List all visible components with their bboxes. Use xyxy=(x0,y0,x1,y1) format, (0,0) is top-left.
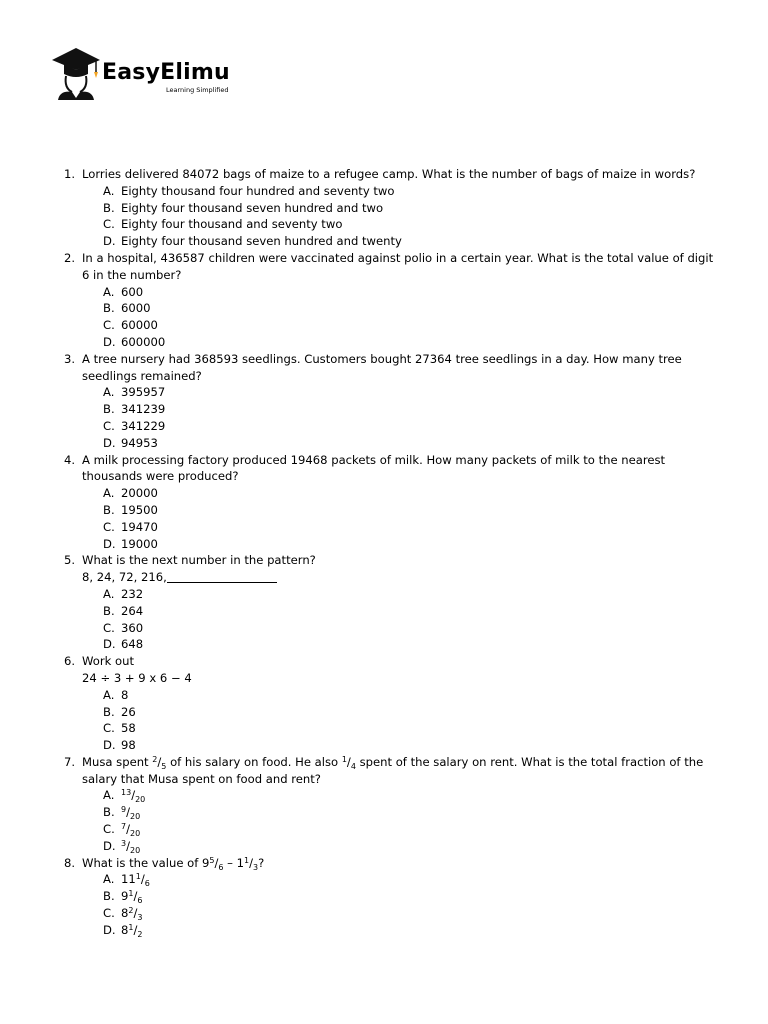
question-item xyxy=(0,653,768,754)
option-item xyxy=(0,183,768,200)
pattern-line xyxy=(0,569,768,586)
fraction-denominator: 2 xyxy=(137,929,143,939)
question-line xyxy=(0,653,768,670)
option-item xyxy=(0,905,768,922)
option-item xyxy=(0,586,768,603)
option-letter: B. xyxy=(103,200,115,215)
option-text: $^3/_{20}$ xyxy=(121,838,141,855)
option-letter: B. xyxy=(103,402,115,417)
fraction-numerator: 1 xyxy=(135,872,141,882)
option-text: 60000 xyxy=(121,318,158,333)
option-text: Eighty four thousand seven hundred and two xyxy=(121,200,384,215)
option-letter: A. xyxy=(103,586,115,601)
option-letter: D. xyxy=(103,234,116,249)
option-item xyxy=(0,334,768,351)
option-text: 94953 xyxy=(121,435,158,450)
option-text: $8^2/_3$ xyxy=(121,906,143,923)
option-text: 26 xyxy=(121,704,136,719)
question-line xyxy=(0,250,768,267)
option-letter: A. xyxy=(103,872,115,887)
question-text: A milk processing factory produced 19468 packets of milk. How many packets of milk to the nearest xyxy=(82,452,666,467)
option-letter: C. xyxy=(103,721,115,736)
question-number: 5. xyxy=(64,553,76,568)
fraction-denominator: 20 xyxy=(135,795,146,805)
option-item xyxy=(0,821,768,838)
option-letter: D. xyxy=(103,637,116,652)
question-number: 3. xyxy=(64,351,76,366)
fraction-numerator: 1 xyxy=(341,754,347,764)
option-text: 19470 xyxy=(121,519,158,534)
option-letter: B. xyxy=(103,889,115,904)
option-text: $^7/_{20}$ xyxy=(121,822,141,839)
fraction-denominator: 6 xyxy=(137,896,143,906)
question-text: A tree nursery had 368593 seedlings. Customers bought 27364 tree seedlings in a day. How many tree xyxy=(82,351,682,366)
option-item xyxy=(0,603,768,620)
option-letter: C. xyxy=(103,318,115,333)
option-letter: B. xyxy=(103,301,115,316)
question-text: What is the next number in the pattern? xyxy=(82,553,316,568)
fraction-numerator: 1 xyxy=(128,889,134,899)
fraction-denominator: 20 xyxy=(130,845,141,855)
question-list xyxy=(0,166,768,939)
option-item xyxy=(0,804,768,821)
question-line xyxy=(0,368,768,385)
option-text: $^9/_{20}$ xyxy=(121,805,141,822)
option-item xyxy=(0,536,768,553)
fraction-denominator: 6 xyxy=(218,862,224,872)
option-letter: B. xyxy=(103,603,115,618)
option-letter: C. xyxy=(103,519,115,534)
option-text: 19000 xyxy=(121,536,158,551)
fraction-denominator: 3 xyxy=(137,913,143,923)
fraction-numerator: 3 xyxy=(121,838,127,848)
option-item xyxy=(0,636,768,653)
question-item xyxy=(0,754,768,855)
option-text: 648 xyxy=(121,637,144,652)
fraction-numerator: 2 xyxy=(152,754,158,764)
question-line xyxy=(0,552,768,569)
question-text: What is the value of $9^5/_6 - 1^1/_3$? xyxy=(82,855,265,872)
question-item xyxy=(0,351,768,452)
option-item xyxy=(0,704,768,721)
question-line xyxy=(0,468,768,485)
option-item xyxy=(0,418,768,435)
option-text: 395957 xyxy=(121,385,166,400)
option-letter: C. xyxy=(103,822,115,837)
fraction-denominator: 3 xyxy=(253,862,259,872)
option-item xyxy=(0,687,768,704)
option-letter: D. xyxy=(103,838,116,853)
option-letter: D. xyxy=(103,334,116,349)
question-line xyxy=(0,670,768,687)
question-number: 8. xyxy=(64,855,76,870)
question-text: Work out xyxy=(82,654,135,669)
question-text: 6 in the number? xyxy=(82,267,182,282)
option-item xyxy=(0,435,768,452)
fraction-numerator: 1 xyxy=(244,855,250,865)
question-text: Musa spent $^2/_5$ of his salary on food. He also $^1/_4$ spent of the salary on rent. What is the total fraction of the xyxy=(82,754,704,771)
option-item xyxy=(0,284,768,301)
option-item xyxy=(0,720,768,737)
option-text: 600000 xyxy=(121,334,166,349)
question-text: thousands were produced? xyxy=(82,469,239,484)
graduation-cap-icon xyxy=(50,44,104,100)
question-item xyxy=(0,452,768,553)
option-text: $9^1/_6$ xyxy=(121,889,143,906)
option-item xyxy=(0,519,768,536)
fraction-numerator: 7 xyxy=(121,822,127,832)
question-line xyxy=(0,452,768,469)
question-item xyxy=(0,552,768,653)
option-letter: C. xyxy=(103,620,115,635)
option-letter: A. xyxy=(103,284,115,299)
question-number: 2. xyxy=(64,250,76,265)
option-letter: B. xyxy=(103,704,115,719)
question-text: 24 ÷ 3 + 9 x 6 − 4 xyxy=(82,670,192,685)
question-line xyxy=(0,351,768,368)
question-text: Lorries delivered 84072 bags of maize to a refugee camp. What is the number of bags of maize in words? xyxy=(82,167,696,181)
fraction-numerator: 13 xyxy=(121,788,132,798)
option-letter: B. xyxy=(103,502,115,517)
question-text: seedlings remained? xyxy=(82,368,202,383)
option-letter: D. xyxy=(103,738,116,753)
option-letter: C. xyxy=(103,418,115,433)
question-item xyxy=(0,166,768,250)
fraction-denominator: 20 xyxy=(130,812,141,822)
option-text: 232 xyxy=(121,586,144,601)
option-item xyxy=(0,233,768,250)
option-text: 58 xyxy=(121,721,136,736)
option-item xyxy=(0,737,768,754)
question-line xyxy=(0,771,768,788)
option-item xyxy=(0,871,768,888)
option-item xyxy=(0,620,768,637)
option-text: $11^1/_6$ xyxy=(121,872,150,889)
option-text: 98 xyxy=(121,738,136,753)
option-item xyxy=(0,317,768,334)
option-letter: C. xyxy=(103,217,115,232)
option-item xyxy=(0,502,768,519)
option-item xyxy=(0,200,768,217)
fraction-numerator: 1 xyxy=(128,922,134,932)
option-letter: A. xyxy=(103,788,115,803)
option-letter: A. xyxy=(103,183,115,198)
fraction-denominator: 5 xyxy=(161,761,167,771)
fraction-denominator: 20 xyxy=(130,829,141,839)
option-text: 360 xyxy=(121,620,144,635)
question-line xyxy=(0,267,768,284)
brand-tagline: Learning Simplified xyxy=(166,86,229,94)
brand-name: EasyElimu xyxy=(102,60,230,85)
fraction-numerator: 2 xyxy=(128,906,134,916)
question-item xyxy=(0,855,768,939)
question-line xyxy=(0,166,768,183)
option-letter: D. xyxy=(103,536,116,551)
easyelimu-logo xyxy=(50,44,250,100)
option-text: 6000 xyxy=(121,301,151,316)
option-item xyxy=(0,838,768,855)
option-item xyxy=(0,485,768,502)
option-text: 19500 xyxy=(121,502,158,517)
option-text: Eighty thousand four hundred and seventy two xyxy=(121,183,395,198)
option-text: 20000 xyxy=(121,486,158,501)
option-letter: A. xyxy=(103,687,115,702)
option-item xyxy=(0,888,768,905)
option-letter: A. xyxy=(103,486,115,501)
question-text: salary that Musa spent on food and rent? xyxy=(82,771,321,786)
question-item xyxy=(0,250,768,351)
option-text: 264 xyxy=(121,603,144,618)
option-text: $8^1/_2$ xyxy=(121,922,143,939)
pattern-text: 8, 24, 72, 216, xyxy=(82,569,277,586)
question-number: 1. xyxy=(64,167,76,181)
option-item xyxy=(0,300,768,317)
answer-blank xyxy=(167,570,277,583)
option-letter: D. xyxy=(103,435,116,450)
question-text: In a hospital, 436587 children were vaccinated against polio in a certain year. What is the total value of digit xyxy=(82,250,714,265)
question-number: 6. xyxy=(64,654,76,669)
option-item xyxy=(0,216,768,233)
fraction-numerator: 9 xyxy=(121,805,127,815)
option-item xyxy=(0,922,768,939)
option-text: 8 xyxy=(121,687,129,702)
question-line xyxy=(0,855,768,872)
option-item xyxy=(0,787,768,804)
fraction-denominator: 4 xyxy=(350,761,356,771)
option-text: Eighty four thousand seven hundred and twenty xyxy=(121,234,402,249)
option-letter: C. xyxy=(103,906,115,921)
option-text: 341239 xyxy=(121,402,166,417)
question-line xyxy=(0,754,768,771)
question-number: 4. xyxy=(64,452,76,467)
option-letter: A. xyxy=(103,385,115,400)
option-text: 341229 xyxy=(121,418,166,433)
option-text: Eighty four thousand and seventy two xyxy=(121,217,343,232)
fraction-denominator: 6 xyxy=(144,879,150,889)
option-letter: D. xyxy=(103,922,116,937)
option-text: $^{13}/_{20}$ xyxy=(121,788,146,805)
option-item xyxy=(0,401,768,418)
question-number: 7. xyxy=(64,754,76,769)
option-letter: B. xyxy=(103,805,115,820)
option-text: 600 xyxy=(121,284,144,299)
fraction-numerator: 5 xyxy=(209,855,215,865)
option-item xyxy=(0,384,768,401)
